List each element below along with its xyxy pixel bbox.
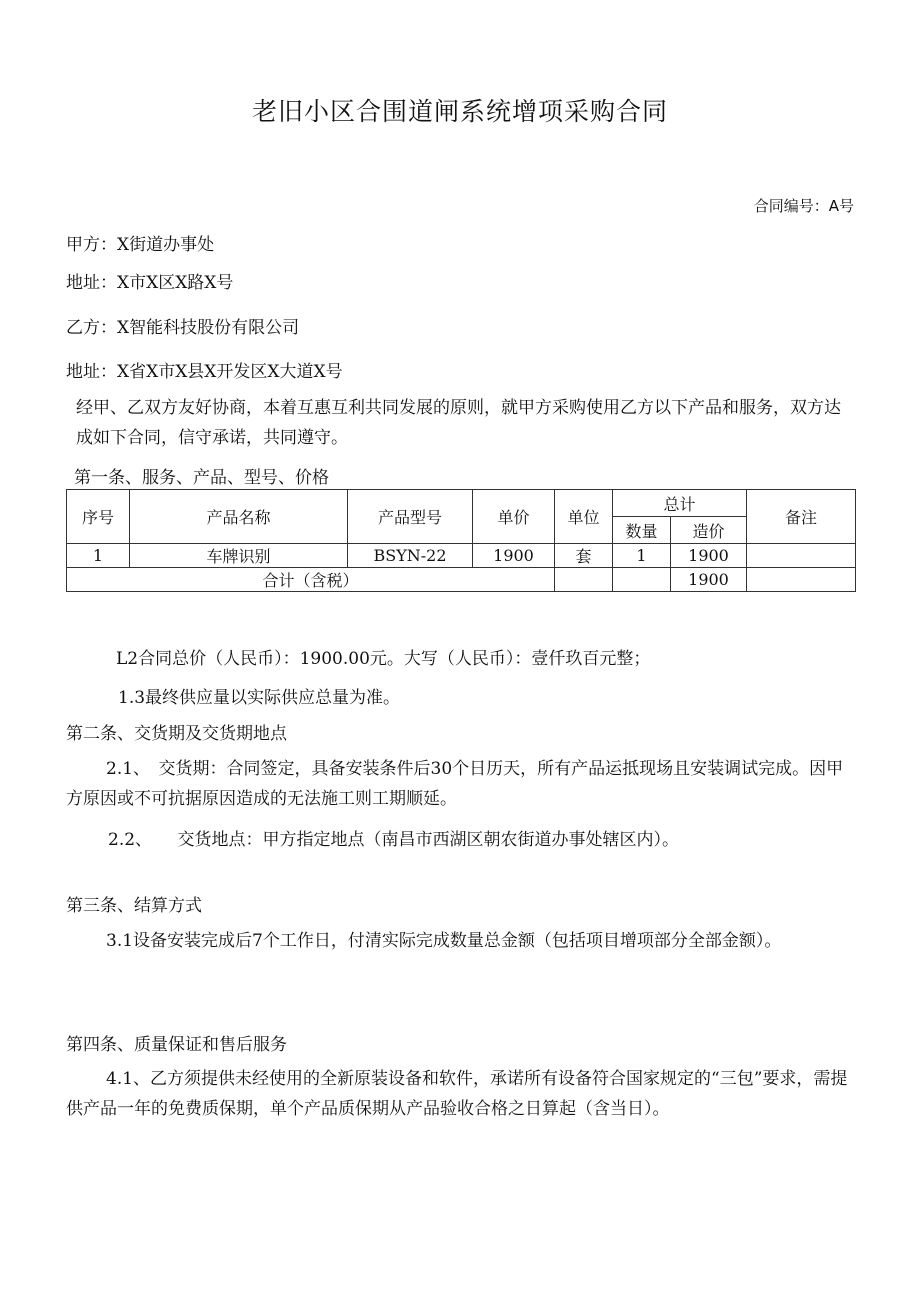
clause-1-3: 1.3最终供应量以实际供应总量为准。 — [118, 688, 401, 708]
article-3-heading: 第三条、结算方式 — [66, 896, 202, 916]
sum-empty-note — [747, 568, 856, 592]
header-quantity: 数量 — [613, 517, 671, 544]
clause-3-1: 3.1设备安装完成后7个工作日，付清实际完成数量总金额（包括项目增项部分全部金额）。 — [106, 931, 782, 951]
clause-1-2: L2合同总价（人民币）：1900.00元。大写（人民币）：壹仟玖百元整； — [116, 649, 651, 669]
cell-product-name: 车牌识别 — [130, 544, 348, 568]
sum-value: 1900 — [671, 568, 747, 592]
header-total: 总计 — [613, 490, 747, 517]
header-product-name: 产品名称 — [130, 490, 348, 544]
cell-quantity: 1 — [613, 544, 671, 568]
header-cost: 造价 — [671, 517, 747, 544]
contract-number: 合同编号：A号 — [753, 197, 854, 215]
header-model: 产品型号 — [348, 490, 473, 544]
sum-row — [67, 568, 856, 592]
cell-unit-price: 1900 — [473, 544, 555, 568]
clause-2-1: 2.1、 交货期：合同签定，具备安装条件后30个日历天，所有产品运抵现场且安装调试完成。因甲方原因或不可抗据原因造成的无法施工则工期顺延。 — [66, 759, 844, 809]
intro-paragraph: 经甲、乙双方友好协商，本着互惠互利共同发展的原则，就甲方采购使用乙方以下产品和服务，双方达成如下合同，信守承诺，共同遵守。 — [76, 398, 841, 448]
cell-note — [747, 544, 856, 568]
sum-empty-qty — [613, 568, 671, 592]
clause-4-1: 4.1、乙方须提供未经使用的全新原装设备和软件，承诺所有设备符合国家规定的“三包”要求，需提供产品一年的免费质保期，单个产品质保期从产品验收合格之日算起（含当日）。 — [66, 1069, 848, 1119]
header-seq: 序号 — [67, 490, 130, 544]
party-b-address: 地址：X省X市X县X开发区X大道X号 — [66, 362, 343, 382]
clause-2-2: 2.2、 交货地点：甲方指定地点（南昌市西湖区朝农街道办事处辖区内）。 — [108, 830, 680, 850]
article-1-heading: 第一条、服务、产品、型号、价格 — [74, 468, 329, 488]
sum-empty-unit — [555, 568, 613, 592]
article-4-heading: 第四条、质量保证和售后服务 — [66, 1035, 287, 1055]
product-table — [66, 489, 856, 592]
header-unit: 单位 — [555, 490, 613, 544]
cell-seq: 1 — [67, 544, 130, 568]
article-2-heading: 第二条、交货期及交货期地点 — [66, 724, 287, 744]
document-title: 老旧小区合围道闸系统增项采购合同 — [251, 97, 668, 126]
cell-model: BSYN-22 — [348, 544, 473, 568]
header-unit-price: 单价 — [473, 490, 555, 544]
header-note: 备注 — [747, 490, 856, 544]
sum-label: 合计（含税） — [67, 568, 555, 592]
cell-unit: 套 — [555, 544, 613, 568]
table-row — [67, 544, 856, 568]
party-a-name: 甲方：X街道办事处 — [66, 235, 215, 255]
cell-cost: 1900 — [671, 544, 747, 568]
party-a-address: 地址：X市X区X路X号 — [66, 273, 234, 293]
party-b-name: 乙方：X智能科技股份有限公司 — [66, 318, 300, 338]
